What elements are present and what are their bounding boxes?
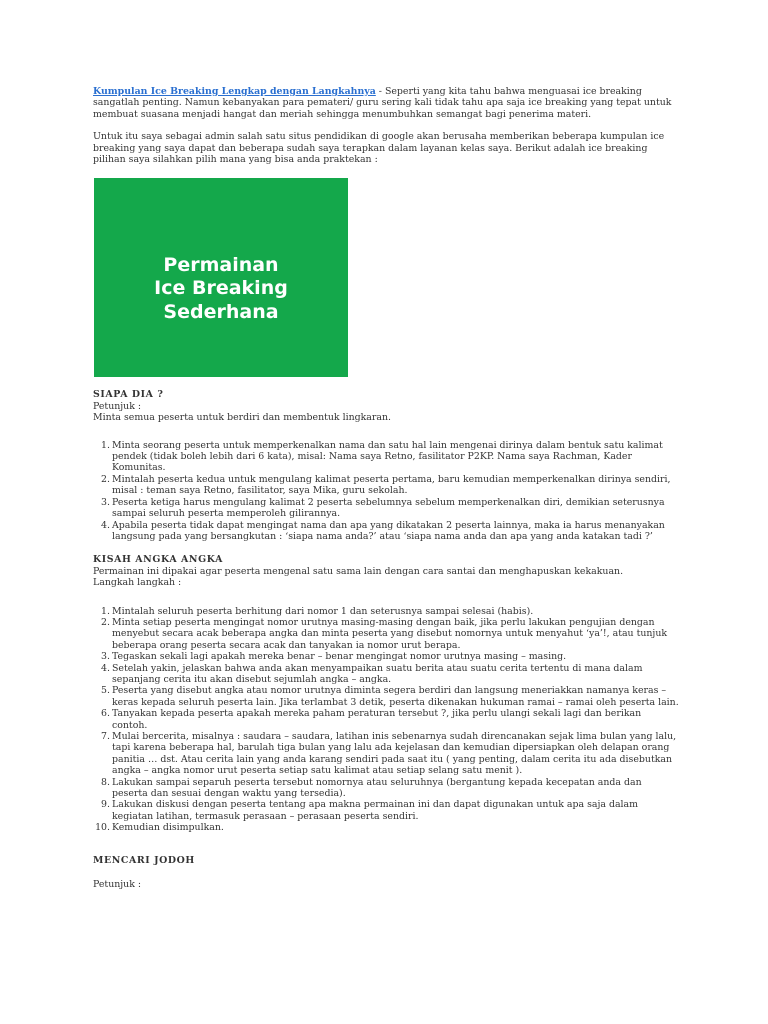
section2-instruction: Permainan ini dipakai agar peserta mengenal satu sama lain dengan cara santai dan menghapuskan kekakuan.: [93, 565, 624, 577]
section-title-kisah-angka: KISAH ANGKA ANGKA: [93, 554, 223, 566]
list-text: Mulai bercerita, misalnya : saudara – saudara, latihan inis sebenarnya sudah direncanakan sejak lima bulan yang lalu, tapi karena beberapa hal, barulah tiga bulan yang lalu ada kejelasan dan kemudian dipersiapkan oleh delapan orang panitia … dst. Atau cerita lain yang anda karang sendiri pada saat itu ( yang penting, dalam cerita itu ada disebutkan angka – angka nomor urut peserta setiap satu kalimat atau setiap selang satu menit ).: [112, 731, 677, 777]
list-number: 5.: [101, 685, 110, 697]
banner-text: [154, 254, 288, 325]
section1-steps: [93, 440, 679, 543]
intro-paragraph-2: Untuk itu saya sebagai admin salah satu situs pendidikan di google akan berusaha memberikan beberapa kumpulan ice breaking yang saya dapat dan beberapa sudah saya terapkan dalam layanan kelas saya. Berikut adalah ice breaking pilihan saya silahkan pilih mana yang bisa anda praktekan :: [93, 131, 665, 166]
list-item: [93, 617, 679, 651]
section-title-siapa-dia: SIAPA DIA ?: [93, 389, 164, 401]
list-item: [93, 708, 679, 731]
document-content: [93, 86, 679, 890]
section1-label: Petunjuk :: [93, 400, 142, 412]
list-text: Tanyakan kepada peserta apakah mereka paham peraturan tersebut ?, jika perlu ulangi sekali lagi dan berikan contoh.: [112, 708, 642, 731]
list-text: Tegaskan sekali lagi apakah mereka benar – benar mengingat nomor urutnya masing – masing.: [112, 651, 567, 663]
intro-text: - Seperti yang kita tahu bahwa menguasai ice breaking sangatlah penting. Namun kebanyakan para pemateri/ guru sering kali tidak tahu apa saja ice breaking yang tepat untuk membuat suasana menjadi hangat dan meriah sehingga menumbuhkan semangat bagi penerima materi.: [93, 86, 672, 120]
list-item: [93, 731, 679, 777]
list-item: [93, 822, 679, 833]
section2-label: Langkah langkah :: [93, 577, 182, 589]
list-text: Kemudian disimpulkan.: [112, 822, 224, 834]
list-item: [93, 440, 679, 474]
banner-line-2: Ice Breaking: [154, 277, 288, 300]
list-item: [93, 685, 679, 708]
list-text: Apabila peserta tidak dapat mengingat nama dan apa yang dikatakan 2 peserta lainnya, maka ia harus menanyakan langsung pada yang bersangkutan : ‘siapa nama anda?’ atau ‘siapa nama anda dan apa yang anda katakan tadi ?’: [112, 519, 665, 542]
list-item: [93, 474, 679, 497]
banner-image: [94, 178, 348, 377]
list-number: 4.: [101, 662, 110, 674]
list-item: [93, 497, 679, 520]
list-item: [93, 651, 679, 662]
list-number: 1.: [101, 439, 110, 451]
list-number: 4.: [101, 519, 110, 531]
list-text: Minta setiap peserta mengingat nomor urutnya masing-masing dengan baik, jika perlu lakukan pengujian dengan menyebut secara acak beberapa angka dan minta peserta yang disebut nomornya untuk menyahut ‘ya’!, atau tunjuk beberapa orang peserta secara acak dan tanyakan ia nomor urut berapa.: [112, 616, 668, 651]
list-number: 3.: [101, 496, 110, 508]
list-number: 8.: [101, 776, 110, 788]
list-number: 10.: [95, 822, 110, 834]
list-text: Lakukan diskusi dengan peserta tentang apa makna permainan ini dan dapat digunakan untuk apa saja dalam kegiatan latihan, termasuk perasaan – perasaan peserta sendiri.: [112, 799, 639, 822]
list-text: Setelah yakin, jelaskan bahwa anda akan menyampaikan suatu berita atau suatu cerita tertentu di mana dalam sepanjang cerita itu akan disebut sejumlah angka – angka.: [112, 662, 643, 685]
list-number: 6.: [101, 708, 110, 720]
list-text: Lakukan sampai separuh peserta tersebut nomornya atau seluruhnya (bergantung kepada kecepatan anda dan peserta dan sesuai dengan waktu yang tersedia).: [112, 776, 642, 800]
list-item: [93, 520, 679, 543]
list-item: [93, 799, 679, 822]
list-text: Mintalah peserta kedua untuk mengulang kalimat peserta pertama, baru kemudian memperkenalkan dirinya sendiri, misal : teman saya Retno, fasilitator, saya Mika, guru sekolah.: [112, 473, 671, 497]
section3-label: Petunjuk :: [93, 879, 142, 891]
list-number: 3.: [101, 651, 110, 663]
section2-steps: [93, 606, 679, 834]
list-item: [93, 606, 679, 617]
list-number: 9.: [101, 799, 110, 811]
list-number: 2.: [101, 616, 110, 628]
list-text: Minta seorang peserta untuk memperkenalkan nama dan satu hal lain mengenai dirinya dalam bentuk satu kalimat pendek (tidak boleh lebih dari 6 kata), misal: Nama saya Retno, fasilitator P2KP. Nama saya Rachman, Kader Komunitas.: [112, 439, 663, 474]
list-item: [93, 663, 679, 686]
list-text: Peserta yang disebut angka atau nomor urutnya diminta segera berdiri dan langsung meneriakkan namanya keras – keras kepada seluruh peserta lain. Jika terlambat 3 detik, peserta dikenakan hukuman ramai – ramai oleh peserta lain.: [112, 685, 679, 708]
banner-line-3: Sederhana: [163, 300, 279, 323]
list-text: Mintalah seluruh peserta berhitung dari nomor 1 dan seterusnya sampai selesai (habis).: [112, 605, 534, 617]
section-title-mencari-jodoh: MENCARI JODOH: [93, 854, 195, 866]
list-text: Peserta ketiga harus mengulang kalimat 2 peserta sebelumnya sebelum memperkenalkan diri, demikian seterusnya sampai seluruh peserta memperoleh gilirannya.: [112, 496, 665, 520]
banner-line-1: Permainan: [163, 253, 279, 276]
list-number: 7.: [101, 731, 110, 742]
intro-paragraph: [93, 86, 679, 120]
list-number: 2.: [101, 473, 110, 485]
section1-instruction: Minta semua peserta untuk berdiri dan membentuk lingkaran.: [93, 412, 391, 424]
intro-link[interactable]: Kumpulan Ice Breaking Lengkap dengan Langkahnya: [93, 86, 376, 97]
list-number: 1.: [101, 605, 110, 617]
list-item: [93, 777, 679, 800]
